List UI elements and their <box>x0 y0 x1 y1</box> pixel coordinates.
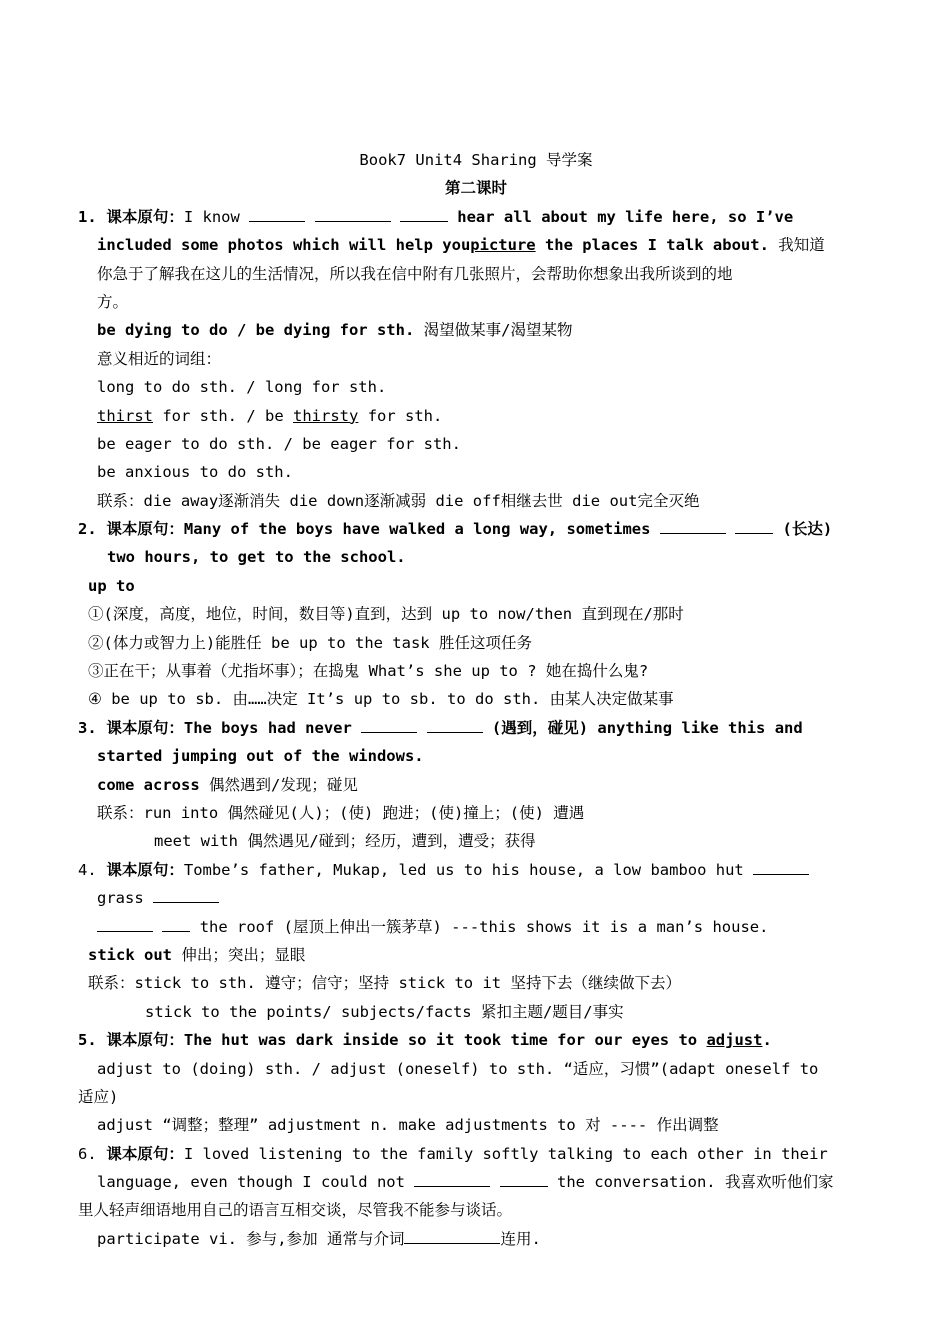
item-2-meaning-1: ①(深度，高度，地位，时间，数目等)直到，达到 up to now/then 直到现在/那时 <box>88 605 684 624</box>
item-1-similar-1: long to do sth. / long for sth. <box>97 378 387 397</box>
item-4-blank-4[interactable] <box>162 917 190 932</box>
item-1-text-e: 方。 <box>97 292 129 311</box>
item-4-blank-1[interactable] <box>753 860 809 875</box>
item-3-related-1: 联系：run into 偶然碰见(人)；(使) 跑进；(使)撞上；(使) 遭遇 <box>97 803 585 822</box>
item-3-line-3 <box>78 771 874 799</box>
item-3-line-5 <box>78 827 874 855</box>
item-4-line-2 <box>78 884 874 912</box>
item-4-phrase-zh: 伸出；突出；显眼 <box>181 945 306 964</box>
item-2-meaning-3: ③正在干；从事着（尤指坏事）；在捣鬼 What’s she up to ? 她在捣什么鬼? <box>88 662 649 681</box>
item-2-text-a-zh: (长达) <box>782 520 833 539</box>
item-3-phrase: come across <box>97 775 200 794</box>
item-6-line-3 <box>78 1196 874 1224</box>
item-1-text-c: included some photos which will help you <box>97 236 471 255</box>
item-1-line-6 <box>78 345 874 373</box>
item-1-text-b: hear all about my life here, so I’ve <box>457 207 794 226</box>
item-6-text-a: I loved listening to the family softly talking to each other in their <box>183 1144 828 1163</box>
item-3-line-2 <box>78 742 874 770</box>
item-4-line-1 <box>78 856 874 884</box>
item-1-text-c-zh: 我知道 <box>778 236 825 255</box>
item-1-blank-1[interactable] <box>249 207 305 222</box>
doc-title-line <box>78 146 874 174</box>
item-2-meaning-2: ②(体力或智力上)能胜任 be up to the task 胜任这项任务 <box>88 633 532 652</box>
item-1-similar-heading: 意义相近的词组： <box>97 349 222 368</box>
item-3-text-b: started jumping out of the windows. <box>97 747 424 766</box>
item-6-blank-1[interactable] <box>414 1172 490 1187</box>
item-4-text-c: the roof (屋顶上伸出一簇茅草) ---this shows it is a man’s house. <box>199 917 769 936</box>
item-5-number: 5. <box>78 1031 97 1050</box>
doc-subtitle-line <box>78 174 874 202</box>
item-1-similar-4: be anxious to do sth. <box>97 463 293 482</box>
item-1-word-picture: picture <box>470 236 536 255</box>
item-6-text-b: language, even though I could not <box>97 1173 405 1192</box>
item-3-related-2: meet with 偶然遇见/碰到；经历，遭到，遭受；获得 <box>154 832 536 851</box>
item-5-line-4 <box>78 1111 874 1139</box>
item-1-word-thirsty: thirsty <box>293 406 359 425</box>
document-page <box>78 146 874 1253</box>
item-1-line-1 <box>78 203 874 231</box>
item-6-blank-3[interactable] <box>404 1229 500 1244</box>
item-4-line-4 <box>78 941 874 969</box>
item-1-text-d: 你急于了解我在这儿的生活情况，所以我在信中附有几张照片，会帮助你想象出我所谈到的地 <box>97 264 733 283</box>
item-6-text-d: participate vi. 参与,参加 通常与介词 <box>97 1229 405 1248</box>
item-5-usage-2: adjust “调整；整理” adjustment n. make adjustments to 对 ---- 作出调整 <box>97 1116 719 1135</box>
item-3-number: 3. <box>78 718 97 737</box>
doc-subtitle: 第二课时 <box>444 179 507 198</box>
item-2-meaning-4: ④ be up to sb. 由……决定 It’s up to sb. to do sth. 由某人决定做某事 <box>88 690 674 709</box>
item-1-phrase-zh: 渴望做某事/渴望某物 <box>423 321 573 340</box>
item-1-related: 联系：die away逐渐消失 die down逐渐减弱 die off相继去世 die out完全灭绝 <box>97 491 700 510</box>
item-1-line-7 <box>78 373 874 401</box>
item-1-line-2 <box>78 231 874 259</box>
item-5-label: 课本原句： <box>106 1031 184 1050</box>
doc-title: Book7 Unit4 Sharing 导学案 <box>359 151 593 169</box>
item-3-phrase-zh: 偶然遇到/发现；碰见 <box>209 775 358 794</box>
item-3-text-a: The boys had never <box>183 718 352 737</box>
item-1-text-a: I know <box>183 207 240 226</box>
item-6-text-d-end: 连用. <box>500 1229 541 1248</box>
item-5-line-2 <box>78 1055 874 1083</box>
item-1-line-3 <box>78 260 874 288</box>
item-5-text-a-end: . <box>762 1031 772 1050</box>
item-4-text-a: Tombe’s father, Mukap, led us to his house, a low bamboo hut <box>183 860 744 879</box>
item-1-label: 课本原句： <box>106 207 184 226</box>
item-1-word-thirst: thirst <box>97 406 153 425</box>
item-2-line-1 <box>78 515 874 543</box>
item-2-label: 课本原句： <box>106 520 184 539</box>
item-6-line-1 <box>78 1140 874 1168</box>
item-6-label: 课本原句： <box>106 1144 184 1163</box>
item-6-line-2 <box>78 1168 874 1196</box>
item-1-line-8 <box>78 402 874 430</box>
item-1-blank-2[interactable] <box>315 207 391 222</box>
item-1-line-10 <box>78 458 874 486</box>
item-4-line-6 <box>78 998 874 1026</box>
item-1-line-4 <box>78 288 874 316</box>
item-2-line-7 <box>78 685 874 713</box>
item-4-line-5 <box>78 969 874 997</box>
item-2-blank-2[interactable] <box>735 519 773 534</box>
item-4-related-2: stick to the points/ subjects/facts 紧扣主题/题目/事实 <box>145 1002 624 1021</box>
item-1-number: 1. <box>78 207 97 226</box>
item-6-text-b-end: the conversation. 我喜欢听他们家 <box>556 1173 834 1192</box>
item-4-text-b: grass <box>97 889 144 908</box>
item-6-blank-2[interactable] <box>500 1172 548 1187</box>
item-4-blank-2[interactable] <box>153 888 219 903</box>
item-2-line-2 <box>78 543 874 571</box>
item-2-phrase: up to <box>88 576 135 595</box>
item-4-number: 4. <box>78 860 97 879</box>
item-2-line-6 <box>78 657 874 685</box>
item-1-phrase: be dying to do / be dying for sth. <box>97 321 415 340</box>
item-5-text-a: The hut was dark inside so it took time for our eyes to <box>183 1031 698 1050</box>
item-1-similar-2b: for sth. / be <box>162 406 284 425</box>
item-6-line-4 <box>78 1225 874 1253</box>
item-3-blank-1[interactable] <box>361 718 417 733</box>
item-4-label: 课本原句： <box>106 860 184 879</box>
item-1-blank-3[interactable] <box>400 207 448 222</box>
item-5-usage-1: adjust to (doing) sth. / adjust (oneself) to sth. “适应，习惯”(adapt oneself to <box>97 1059 819 1078</box>
item-5-word-adjust: adjust <box>706 1031 763 1050</box>
item-2-text-b: two hours, to get to the school. <box>107 548 406 567</box>
item-6-number: 6. <box>78 1144 97 1163</box>
item-5-usage-1-cont: 适应) <box>78 1087 119 1106</box>
item-4-related-1: 联系：stick to sth. 遵守；信守；坚持 stick to it 坚持下去（继续做下去） <box>88 974 681 993</box>
item-3-label: 课本原句： <box>106 718 184 737</box>
item-6-text-c: 里人轻声细语地用自己的语言互相交谈，尽管我不能参与谈话。 <box>78 1201 513 1220</box>
item-4-blank-3[interactable] <box>97 917 153 932</box>
item-4-line-3 <box>78 913 874 941</box>
item-2-line-5 <box>78 629 874 657</box>
item-5-line-1 <box>78 1026 874 1054</box>
item-2-line-4 <box>78 600 874 628</box>
item-1-text-c-end: the places I talk about. <box>544 236 769 255</box>
item-2-line-3 <box>78 572 874 600</box>
item-1-similar-3: be eager to do sth. / be eager for sth. <box>97 434 461 453</box>
item-2-number: 2. <box>78 520 97 539</box>
item-3-blank-2[interactable] <box>427 718 483 733</box>
item-2-blank-1[interactable] <box>660 519 726 534</box>
item-3-text-a-end: anything like this and <box>597 718 803 737</box>
item-1-line-5 <box>78 316 874 344</box>
item-3-text-a-zh: (遇到，碰见) <box>491 718 589 737</box>
item-2-text-a: Many of the boys have walked a long way, sometimes <box>183 520 651 539</box>
item-3-line-4 <box>78 799 874 827</box>
item-1-similar-2d: for sth. <box>367 406 443 425</box>
item-1-line-11 <box>78 487 874 515</box>
item-3-line-1 <box>78 714 874 742</box>
item-1-line-9 <box>78 430 874 458</box>
item-4-phrase: stick out <box>88 945 172 964</box>
item-5-line-3 <box>78 1083 874 1111</box>
